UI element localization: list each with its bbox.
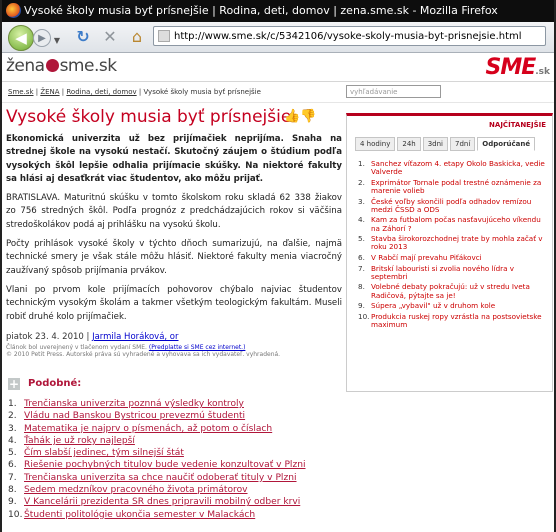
- list-item[interactable]: 6. Riešenie pochybných titulov bude vedenie konzultovať v Plzni: [8, 460, 306, 471]
- list-item[interactable]: 5. Čím slabší jedinec, tým silnejší štát: [8, 448, 184, 459]
- list-item[interactable]: 5. Stavba širokorozchodnej trate by mohla začať v roku 2013: [358, 234, 543, 252]
- tab-7-days[interactable]: 7dní: [450, 137, 475, 151]
- thumbs-up-down-icon[interactable]: 👍👎: [284, 109, 317, 124]
- breadcrumb-section[interactable]: ŽENA: [40, 88, 60, 96]
- most-read-list: [355, 160, 545, 332]
- related-list: [8, 398, 548, 521]
- plus-icon[interactable]: +: [8, 377, 20, 391]
- logo-right: sme.sk: [59, 56, 117, 76]
- home-icon[interactable]: ⌂: [131, 27, 143, 46]
- page-content: [2, 53, 554, 532]
- site-header: [2, 53, 554, 82]
- tab-3-days[interactable]: 3dni: [423, 137, 448, 151]
- sme-logo-suffix: .sk: [535, 67, 550, 77]
- article-lead: Ekonomická univerzita už bez prijímačiek neprijíma. Snaha na strednej škole na vysokú nestačí. Skutočný záujem o štúdium podľa vysokých škôl lepšie odhalia prijímacie skúšky. Na niektoré fakulty sa hlási aj desaťkrát viac študentov, ako môžu prijať.: [6, 134, 342, 184]
- list-item[interactable]: 3. České voľby skončili podľa odhadov remízou medzi ČSSD a ODS: [358, 196, 532, 214]
- tab-recommended[interactable]: Odporúčané: [477, 137, 535, 151]
- url-text: http://www.sme.sk/c/5342106/vysoke-skoly-musia-byt-prisnejsie.html: [174, 31, 522, 42]
- list-item[interactable]: 8. Volebné debaty pokračujú: už v stredu Iveta Radičová, pýtajte sa je!: [358, 282, 530, 300]
- stop-icon[interactable]: ✕: [103, 27, 117, 46]
- breadcrumb-separator: |: [59, 88, 67, 96]
- sme-logo[interactable]: [485, 55, 550, 80]
- back-arrow-icon[interactable]: ◀: [8, 25, 34, 51]
- article-paragraph: BRATISLAVA. Maturitnú skúšku v tomto školskom roku skladá 62 338 žiakov zo 756 stredných škôl. Podľa prognóz z predchádzajúcich rokov si väčšina stredoškolákov podá aj prihlášku na vysokú školu.: [6, 193, 342, 230]
- article-title: Vysoké školy musia byť prísnejšie: [6, 107, 292, 127]
- tab-24h[interactable]: 24h: [397, 137, 420, 151]
- publication-note: [6, 344, 342, 358]
- copyright-text: © 2010 Petit Press. Autorské práva sú vyhradené a vyhovava sa ich vydavateľ. vyhradená.: [6, 350, 281, 358]
- logo-dot-icon: [46, 59, 59, 72]
- reload-icon[interactable]: ↻: [76, 27, 90, 46]
- title-bar: [2, 0, 554, 22]
- byline: [6, 332, 342, 342]
- url-bar[interactable]: [153, 26, 546, 46]
- breadcrumb-home[interactable]: Sme.sk: [8, 88, 34, 96]
- list-item[interactable]: 2. Exprimátor Tornale podal trestné oznámenie za marenie volieb: [358, 177, 542, 195]
- list-item[interactable]: 6. V Rabčí mají prevahu Piťákovci: [358, 252, 482, 262]
- breadcrumb: [8, 88, 261, 96]
- site-icon: [158, 30, 170, 42]
- most-read-title: NAJČÍTANEJŠIE: [489, 121, 546, 129]
- article-paragraph: Počty prihlások vysoké školy v týchto dňoch sumarizujú, na ďalšie, najmä technické smery je však stále môžu hlásiť. Niektoré fakulty menia viacročný zaužívaný spôsob prijímania prvákov.: [6, 239, 342, 276]
- list-item[interactable]: 1. Trenčianska univerzita poznná výsledky kontroly: [8, 399, 244, 409]
- list-item[interactable]: 9. V Kancelárii prezidenta SR dnes pripravili mobilný odber krvi: [8, 497, 301, 508]
- window-title: Vysoké školy musia byť prísnejšie | Rodina, deti, domov | zena.sme.sk - Mozilla Firefox: [24, 4, 498, 17]
- firefox-icon: [6, 3, 21, 18]
- most-read-box: [346, 113, 553, 392]
- list-item[interactable]: 8. Sedem medzníkov pracovného života primátorov: [8, 485, 248, 496]
- list-item[interactable]: 7. Trenčianska univerzita sa chce naučiť odoberať tituly v Plzni: [8, 472, 297, 483]
- list-item[interactable]: 4. Kam za futbalom počas nasťavujúceho víkendu na Záhorí ?: [358, 215, 541, 233]
- forward-arrow-icon[interactable]: ▶: [33, 29, 51, 47]
- search-input[interactable]: vyhľadávanie: [346, 85, 441, 98]
- note-text: Článok bol uverejnený v tlačenom vydaní SME.: [6, 343, 147, 351]
- list-item[interactable]: 1. Sanchez víťazom 4. etapy Okolo Baskicka, vedie Valverde: [358, 159, 545, 177]
- author-link[interactable]: Jarmila Horáková, or: [92, 331, 179, 342]
- list-item[interactable]: 3. Matematika je najprv o písmenách, až potom o číslach: [8, 423, 273, 434]
- breadcrumb-current: Vysoké školy musia byť prísnejšie: [143, 88, 261, 96]
- related-heading: [8, 378, 548, 392]
- article-date: piatok 23. 4. 2010: [6, 331, 84, 342]
- breadcrumb-separator: |: [33, 88, 41, 96]
- most-read-tabs: [355, 137, 537, 151]
- history-dropdown-icon[interactable]: ▼: [53, 36, 61, 45]
- related-articles: [8, 378, 548, 521]
- list-item[interactable]: 4. Ťahák je už roky najlepší: [8, 435, 135, 446]
- related-title: Podobné:: [28, 378, 82, 389]
- list-item[interactable]: 2. Vládu nad Banskou Bystricou prevezmú študenti: [8, 411, 246, 422]
- byline-separator: |: [83, 331, 93, 342]
- subscribe-link[interactable]: (Predplatte si SME cez internet.): [148, 343, 246, 351]
- breadcrumb-category[interactable]: Rodina, deti, domov: [66, 88, 137, 96]
- list-item[interactable]: 7. Britskí labouristi si zvolia nového lídra v septembri: [358, 263, 515, 281]
- zena-logo[interactable]: [6, 56, 117, 76]
- article: [6, 107, 342, 358]
- breadcrumb-separator: |: [136, 88, 144, 96]
- navigation-toolbar: [2, 22, 554, 53]
- article-paragraph: Vlani po prvom kole prijímacích pohovorov chýbalo najviac študentov technickým vysokým školám a takmer všetkým teologickým fakultám. Museli robiť druhé kolo prijímačiek.: [6, 284, 342, 322]
- list-item[interactable]: 10. Produkcia ruskej ropy vzrástla na postsovietske maximum: [358, 311, 542, 329]
- logo-left: žena: [6, 56, 45, 76]
- sme-logo-text: SME: [485, 55, 536, 80]
- tab-4-hours[interactable]: 4 hodiny: [355, 137, 395, 151]
- list-item[interactable]: 10. Študenti politológie ukončia semester v Malackách: [8, 509, 256, 520]
- list-item[interactable]: 9. Súpera „vybavil" už v druhom kole: [358, 301, 496, 311]
- breadcrumb-row: [2, 82, 554, 103]
